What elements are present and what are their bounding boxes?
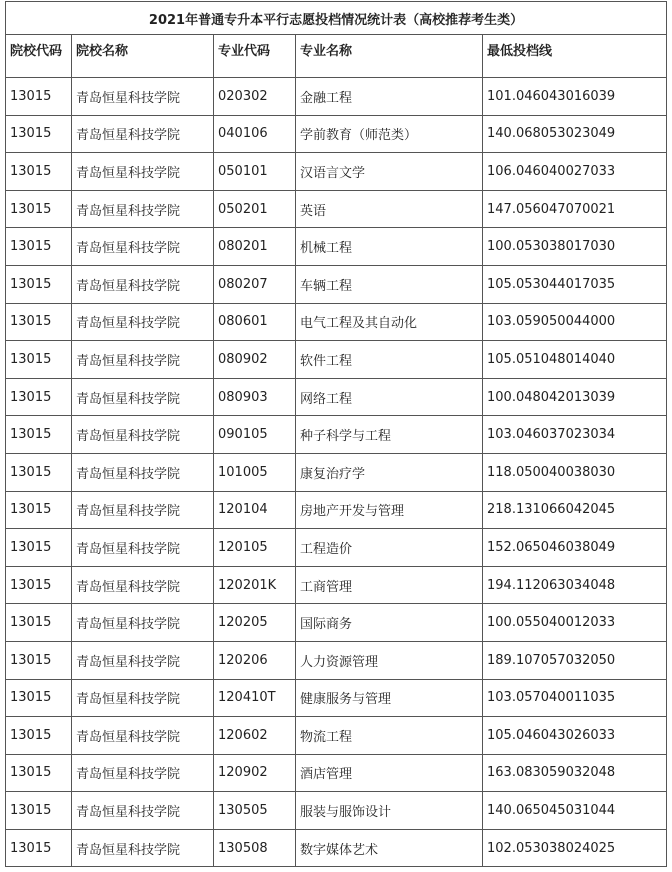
school-name-cell: 青岛恒星科技学院 — [72, 265, 214, 303]
min-score-cell: 103.057040011035 — [483, 679, 667, 717]
school-code-cell: 13015 — [6, 115, 72, 153]
table-row — [6, 228, 667, 266]
table-row — [6, 679, 667, 717]
min-score-cell: 100.053038017030 — [483, 228, 667, 266]
major-name-cell: 电气工程及其自动化 — [296, 303, 483, 341]
min-score-cell: 100.048042013039 — [483, 378, 667, 416]
table-row — [6, 754, 667, 792]
school-code-cell: 13015 — [6, 303, 72, 341]
table-row — [6, 416, 667, 454]
school-code-cell: 13015 — [6, 190, 72, 228]
table-row — [6, 453, 667, 491]
school-name-cell: 青岛恒星科技学院 — [72, 303, 214, 341]
major-name-cell: 汉语言文学 — [296, 153, 483, 191]
major-code-cell: 080201 — [214, 228, 296, 266]
column-header-major-name: 专业名称 — [296, 35, 483, 78]
school-code-cell: 13015 — [6, 792, 72, 830]
school-name-cell: 青岛恒星科技学院 — [72, 378, 214, 416]
table-row — [6, 491, 667, 529]
min-score-cell: 152.065046038049 — [483, 529, 667, 567]
school-name-cell: 青岛恒星科技学院 — [72, 115, 214, 153]
major-name-cell: 金融工程 — [296, 78, 483, 116]
column-header-school-code: 院校代码 — [6, 35, 72, 78]
school-code-cell: 13015 — [6, 416, 72, 454]
table-row — [6, 190, 667, 228]
major-code-cell: 120104 — [214, 491, 296, 529]
school-name-cell: 青岛恒星科技学院 — [72, 190, 214, 228]
school-code-cell: 13015 — [6, 717, 72, 755]
admission-table — [5, 1, 667, 867]
school-name-cell: 青岛恒星科技学院 — [72, 453, 214, 491]
major-name-cell: 国际商务 — [296, 604, 483, 642]
major-code-cell: 120201K — [214, 566, 296, 604]
min-score-cell: 103.046037023034 — [483, 416, 667, 454]
table-body — [6, 78, 667, 867]
school-code-cell: 13015 — [6, 153, 72, 191]
min-score-cell: 147.056047070021 — [483, 190, 667, 228]
school-name-cell: 青岛恒星科技学院 — [72, 491, 214, 529]
min-score-cell: 106.046040027033 — [483, 153, 667, 191]
min-score-cell: 194.112063034048 — [483, 566, 667, 604]
school-code-cell: 13015 — [6, 829, 72, 867]
major-code-cell: 090105 — [214, 416, 296, 454]
major-name-cell: 软件工程 — [296, 341, 483, 379]
major-code-cell: 120902 — [214, 754, 296, 792]
table-row — [6, 792, 667, 830]
table-row — [6, 378, 667, 416]
min-score-cell: 105.046043026033 — [483, 717, 667, 755]
major-code-cell: 050201 — [214, 190, 296, 228]
min-score-cell: 118.050040038030 — [483, 453, 667, 491]
major-code-cell: 120206 — [214, 641, 296, 679]
major-code-cell: 080903 — [214, 378, 296, 416]
major-code-cell: 080902 — [214, 341, 296, 379]
school-name-cell: 青岛恒星科技学院 — [72, 153, 214, 191]
table-row — [6, 341, 667, 379]
table-row — [6, 829, 667, 867]
school-code-cell: 13015 — [6, 604, 72, 642]
school-code-cell: 13015 — [6, 566, 72, 604]
major-name-cell: 房地产开发与管理 — [296, 491, 483, 529]
major-code-cell: 020302 — [214, 78, 296, 116]
school-name-cell: 青岛恒星科技学院 — [72, 829, 214, 867]
school-name-cell: 青岛恒星科技学院 — [72, 792, 214, 830]
table-title: 2021年普通专升本平行志愿投档情况统计表（高校推荐考生类） — [6, 2, 667, 35]
school-name-cell: 青岛恒星科技学院 — [72, 566, 214, 604]
major-name-cell: 康复治疗学 — [296, 453, 483, 491]
school-name-cell: 青岛恒星科技学院 — [72, 717, 214, 755]
table-row — [6, 303, 667, 341]
column-header-min-score: 最低投档线 — [483, 35, 667, 78]
school-code-cell: 13015 — [6, 641, 72, 679]
major-code-cell: 130508 — [214, 829, 296, 867]
table-row — [6, 78, 667, 116]
min-score-cell: 140.068053023049 — [483, 115, 667, 153]
school-name-cell: 青岛恒星科技学院 — [72, 604, 214, 642]
school-code-cell: 13015 — [6, 491, 72, 529]
table-title-row — [6, 2, 667, 35]
min-score-cell: 189.107057032050 — [483, 641, 667, 679]
major-name-cell: 服装与服饰设计 — [296, 792, 483, 830]
min-score-cell: 105.051048014040 — [483, 341, 667, 379]
major-code-cell: 120602 — [214, 717, 296, 755]
major-code-cell: 050101 — [214, 153, 296, 191]
column-header-school-name: 院校名称 — [72, 35, 214, 78]
school-name-cell: 青岛恒星科技学院 — [72, 228, 214, 266]
min-score-cell: 101.046043016039 — [483, 78, 667, 116]
major-name-cell: 机械工程 — [296, 228, 483, 266]
major-code-cell: 130505 — [214, 792, 296, 830]
major-name-cell: 网络工程 — [296, 378, 483, 416]
major-name-cell: 工商管理 — [296, 566, 483, 604]
school-code-cell: 13015 — [6, 78, 72, 116]
column-header-major-code: 专业代码 — [214, 35, 296, 78]
school-code-cell: 13015 — [6, 529, 72, 567]
major-code-cell: 101005 — [214, 453, 296, 491]
table-row — [6, 641, 667, 679]
school-name-cell: 青岛恒星科技学院 — [72, 641, 214, 679]
school-code-cell: 13015 — [6, 754, 72, 792]
table-row — [6, 566, 667, 604]
school-code-cell: 13015 — [6, 453, 72, 491]
table-row — [6, 115, 667, 153]
school-code-cell: 13015 — [6, 265, 72, 303]
major-name-cell: 种子科学与工程 — [296, 416, 483, 454]
major-name-cell: 物流工程 — [296, 717, 483, 755]
table-row — [6, 153, 667, 191]
major-code-cell: 040106 — [214, 115, 296, 153]
min-score-cell: 105.053044017035 — [483, 265, 667, 303]
min-score-cell: 103.059050044000 — [483, 303, 667, 341]
school-name-cell: 青岛恒星科技学院 — [72, 341, 214, 379]
min-score-cell: 140.065045031044 — [483, 792, 667, 830]
table-row — [6, 265, 667, 303]
major-code-cell: 120410T — [214, 679, 296, 717]
min-score-cell: 163.083059032048 — [483, 754, 667, 792]
table-header-row — [6, 35, 667, 78]
school-name-cell: 青岛恒星科技学院 — [72, 78, 214, 116]
school-name-cell: 青岛恒星科技学院 — [72, 416, 214, 454]
major-name-cell: 人力资源管理 — [296, 641, 483, 679]
major-name-cell: 数字媒体艺术 — [296, 829, 483, 867]
major-code-cell: 120105 — [214, 529, 296, 567]
school-code-cell: 13015 — [6, 679, 72, 717]
school-name-cell: 青岛恒星科技学院 — [72, 529, 214, 567]
major-name-cell: 酒店管理 — [296, 754, 483, 792]
table-row — [6, 604, 667, 642]
major-name-cell: 工程造价 — [296, 529, 483, 567]
min-score-cell: 102.053038024025 — [483, 829, 667, 867]
major-name-cell: 健康服务与管理 — [296, 679, 483, 717]
major-code-cell: 080601 — [214, 303, 296, 341]
admission-table-container — [5, 1, 666, 867]
school-name-cell: 青岛恒星科技学院 — [72, 754, 214, 792]
major-name-cell: 英语 — [296, 190, 483, 228]
major-code-cell: 120205 — [214, 604, 296, 642]
min-score-cell: 100.055040012033 — [483, 604, 667, 642]
school-code-cell: 13015 — [6, 228, 72, 266]
school-code-cell: 13015 — [6, 341, 72, 379]
min-score-cell: 218.131066042045 — [483, 491, 667, 529]
major-name-cell: 学前教育（师范类） — [296, 115, 483, 153]
table-row — [6, 529, 667, 567]
major-name-cell: 车辆工程 — [296, 265, 483, 303]
school-code-cell: 13015 — [6, 378, 72, 416]
school-name-cell: 青岛恒星科技学院 — [72, 679, 214, 717]
major-code-cell: 080207 — [214, 265, 296, 303]
table-row — [6, 717, 667, 755]
